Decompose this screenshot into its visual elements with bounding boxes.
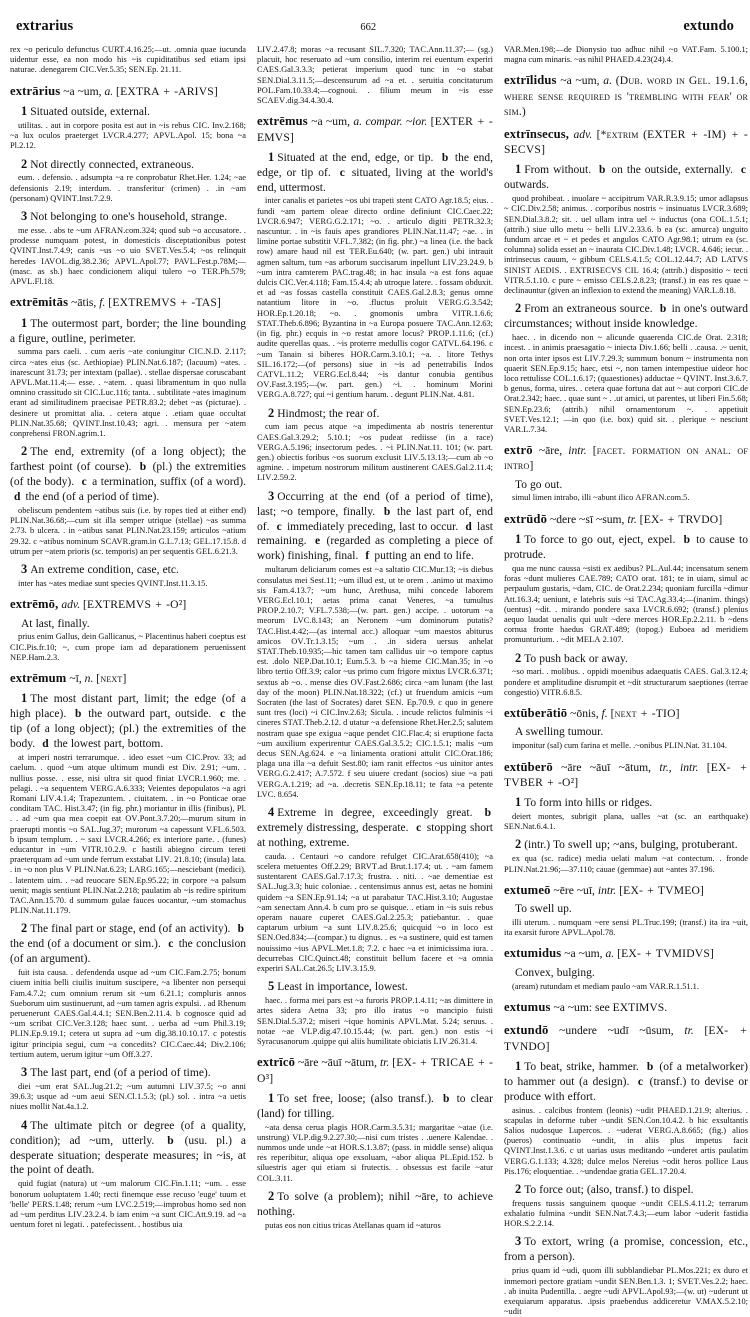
etymology: [EX- + TRICAE + -O³] bbox=[257, 1056, 494, 1085]
sense-definition: 2 (intr.) To swell up; ~ans, bulging, protuberant. bbox=[515, 837, 738, 852]
citation-block: deiert montes, subrigit plana, ualles ~at (sc. an earthquake) SEN.Nat.6.4.1. bbox=[504, 811, 748, 832]
sense-definition: 2 To push back or away. bbox=[515, 650, 628, 665]
etymology: [EX- + TRVDO] bbox=[639, 512, 723, 526]
dictionary-entry bbox=[504, 705, 748, 752]
citation-block: eum. . defensio. . adsumpta ~a re conprobatur Rhet.Her. 1.24; ~ae defensionis 2.19; interdum. . transferitur (crimen) . .in ~am (personam) QVINT.Inst.7.2.9. bbox=[10, 173, 246, 203]
sense-definition: 2 The end, extremity (of a long object); the farthest point (of course). b (pl.) the extremities (of the body). c a termination, suffix (of a word). d the end (of a period of time). bbox=[10, 444, 247, 504]
runover-citation: rex ~o periculo defunctus CURT.4.16.25;—ut. .omnia quae iucunda uidentur esse, ea non modo his ~is cupiditatibus sed etiam ipsi naturae. .denegarem CIC.Ver.5.35; SEN.Ep. 21.11. bbox=[10, 45, 246, 75]
inflection: ~ī, bbox=[69, 672, 82, 686]
citation-block: ~so mari. . molibus. . oppidi moenibus adaequatis CAES. Gal.3.12.4; pondere et amplitudine disrumpit et ~dit structurarum saeptiones (terrae congestio) VITR.6.8.5. bbox=[504, 667, 748, 697]
sense-definition: 1 Situated outside, external. bbox=[21, 103, 151, 118]
headword-line bbox=[10, 294, 246, 310]
subsense-letter: d bbox=[42, 738, 49, 751]
inflection: ~āre ~āuī ~ātum, bbox=[561, 760, 652, 774]
sense-number: 4 bbox=[268, 805, 275, 820]
inflection: ~a ~um, bbox=[560, 74, 600, 88]
subsense-letter: c bbox=[740, 164, 747, 177]
dictionary-entry bbox=[504, 72, 748, 118]
sense-definition: 4 The ultimate pitch or degree (of a quality, condition); ad ~um, utterly. b (usu. pl.) a desperate situation; desperate measures; in ~is, at the point of death. bbox=[10, 1117, 246, 1177]
headword-line bbox=[257, 1054, 493, 1085]
subsense-letter: c bbox=[81, 476, 87, 489]
dictionary-entry bbox=[504, 759, 748, 875]
sense-definition: 2 Hindmost; the rear of. bbox=[268, 405, 380, 420]
dictionary-entry bbox=[504, 882, 748, 939]
dictionary-entry bbox=[504, 511, 748, 698]
sense-number: 3 bbox=[21, 1065, 28, 1080]
citation-block: quod prohibeat. . inuolare ~ accipitrum VAR.R.3.9.15; umor adlapsus ~ CIC.Div.2.58; animus. . corporibus nostris ~ insinuatus LVCR.3.689; SEN.Dial.3.8.2; sit. . uel ullam intra uel ~ inductus (ona COL.1.5.1; (attrib.) siue ullo metu ~ belli LIV.2.33.6. b ea (sc. amurca) unguito fundum arcae et ~ et pedes et angulos CATO Agr.98.1; utrum ea (sc. columna) solida esset an ~ inaurata CIC.Div.1.48; LVCR. 4.646; iecur. . intrinsecus cauum, ~ gibbum CELS.4.1.5; COL.12.44.7; AD LATVS SINIST AEDIS. . EXTRISECVS CIL 16.4; (attrib.) dispositio ~ tecti VITR.5.1.10. c pure ~ emisso CELS.2.8.23; (transf.) in eas res quae ~ declinauntur (given an inflexion to extend the meaning) VAR.L.8.18. bbox=[504, 194, 749, 296]
citation-block: putas eos non citius tricas Atellanas quam id ~aturos bbox=[265, 1220, 441, 1230]
subsense-letter: c bbox=[220, 708, 226, 721]
sense-definition: 4 Extreme in degree, exceedingly great. b extremely distressing, desperate. c stopping short at nothing, extreme. bbox=[257, 805, 493, 849]
part-of-speech: a. bbox=[603, 74, 612, 88]
sense-number: 1 bbox=[268, 149, 275, 164]
subsense-letter: d bbox=[465, 520, 472, 533]
headword[interactable]: extumidus bbox=[504, 946, 562, 961]
subsense-letter: b bbox=[659, 303, 667, 316]
subsense-letter: b bbox=[383, 505, 391, 518]
column-1 bbox=[10, 44, 246, 1230]
inflection: ~āre ~āuī ~ātum, bbox=[298, 1056, 378, 1070]
part-of-speech: n. bbox=[84, 672, 94, 686]
citation-block: multarum deliciarum comes est ~a saltatio CIC.Mur.13; ~is diebus consulatus mei Sest.11; ~um illud est, ut te orem . .animo ut maximo sis Fam.4.13.7; ~um hunc, Arethusa, mihi concede laborem VERG.Ecl.10.1; aetas prima canat Veneres, ~a tumultus PROP.2.10.7; V.FL.7.538;—(w. part. gen.) accipe. . uotorum ~a meorum LVC.8.143; an Neronem ~um dominorum putatis? TAC.Hist.4.42;—(as internal acc.) alloquar ~um maestos abiturus amicos OV.Tr.1.3.15; ~um . .in sidera uersus anhelat STAT.Theb.10.935;—hic tamen tam callidus uir ~o tempore captus est. .dolo NEP.Dat.10.1; Eum.5.3. b ~a hieme CIC.Man.35; in ~o libro tertio Off.3.9; calor ~us primo cum frigore mixtus LVCR.6.371; sextus ab ~o. . mense dies OV.Fast.2.686; circa ~am lunam (the last day of the moon) PLIN.Nat.18.322; (cf.) ut fruendum amicis ~um Socraten (the last of Socrates) daret SEN. Ep.70.9. c quo in genere sunt tres (loci) ~i CIC.Inv.2.63; Sicula. . incude relictos fulminis ~i cineres STAT.Theb.2.12. d utatur ~a defensione Rhet.Her.2.5; salutem nostram quae spe exigua ~aque pendet CIC.Flac.4; si eruptione facta ~um auxilium experirentur CAES.Gal.3.5.2; CIC.1.5.1; malis ~um decus SEN.Ag.624. e ~a liniamenta orationi attulit CIC.Orat.186; plaga una illa ~a defuit Sest.80; iam ranit effectos ~us uinitor antes VERG.G.2.417; A.7.572. f seu uiuere credant (socios) siue ~a pati VERG.A.1.219; ad ~a. .decretis SEN.Ep.18.11; te fata ~a petente LVC. 8.654. bbox=[257, 565, 494, 799]
citation-block: imponitur (sal) cum farina et melle. .~onibus PLIN.Nat. 31.104. bbox=[512, 741, 727, 751]
running-head-right: extundo bbox=[683, 18, 734, 34]
sense-number: 1 bbox=[21, 691, 28, 706]
dictionary-entry bbox=[10, 83, 246, 288]
sense-number: 3 bbox=[21, 209, 28, 224]
etymology: [EX- + TVNDO] bbox=[504, 1024, 747, 1053]
dictionary-entry bbox=[504, 1022, 748, 1317]
sense-number: 3 bbox=[21, 562, 28, 577]
sense-definition: 3 To extort, wring (a promise, concession, etc., from a person). bbox=[504, 1234, 748, 1264]
inflection: ~āre, bbox=[538, 444, 563, 458]
citation-block: illi uterum. . numquam ~ere sensi PL.Truc.199; (transf.) ita ira ~uit, ita exarsit furore APVL.Apol.78. bbox=[504, 918, 748, 938]
citation-block: cauda. . Centauri ~o candore refulget CIC.Arat.658(410); ~a scelera metuentes Off.2.29; BRVT.ad Brut.1.17.4; ut. . ~am famem sustentarent CAES.Gal.7.17.3; frustra. . niti. . ~ae dementiae est SAL.Jug.3.3; huic coloniae. . centensimus annus est, aetas ne homini quidem ~a SEN.Ep.91.14; ~a ut parabatur TAC.Hist.3.10; Augustae ~am senectam Ann.4. b cum pro se quisque. . etiam in ~is suis rebus operam nauare cuperet CAES.Gal.2.25.3; patiebantur. . quae captarum urbium ~a sunt LIV.8.25.6; quicquid ~o in loco est SEN.Oed.834;—(compar.) tu dignus. . es ~a sustinere, quid est tamen nouissimo ~ius APVL.Met.1.8; 7.2. c haec ~a et inimicissima iura. . decurrebas CIC.Quinct.48; constituit bellum facere et ~a omnia experiri SAL.Cat.26.5; LIV.3.15.9. bbox=[257, 851, 494, 974]
column-2 bbox=[257, 44, 493, 1231]
dictionary-entry bbox=[257, 1054, 493, 1231]
part-of-speech: intr. bbox=[597, 883, 617, 897]
sense-definition: At last, finally. bbox=[21, 617, 90, 630]
dictionary-entry bbox=[10, 596, 246, 663]
part-of-speech: a. bbox=[605, 947, 615, 961]
headword[interactable]: extrīnsecus, bbox=[504, 126, 570, 141]
part-of-speech: tr. bbox=[627, 512, 637, 526]
citation-block: asinus. . calcibus frontem (leonis) ~udit PHAED.1.21.9; alterius. . scapulas in deforme tuber ~undit SEN.Con.10.4.2. b hic exsultantis Salios nudosque Lupercos. . ~uderat VERG.A.8.665; (fig.) alios (pueros) continuatio ~undit, in aliis plus impetus facit QVINT.Inst.1.3.6. c ut uarias usus meditando ~underet artis paulatim VERG.G.1.133; 4.328; dulce melos Nereius ~odit heros pollice Laus Pis.176; eloquentiae. . ~undendae gratia GEL.17.20.4. bbox=[504, 1105, 749, 1176]
citation-block: fuit ista causa. . defendenda usque ad ~um CIC.Fam.2.75; bonum ciuem initia belli ciuilis inuitum suscipere, ~a libenter non persequi Fam.4.7.2; cum omnium rerum sit ~um 6.21.1; compluris annos Sueborum uim sustinuerunt, ad ~um tamen agris expulsi. . ad Rhenum peruenerunt CAES.Gal.4.4.1; SEN.Ben.2.11.4. b cognosce quid ad ~um scribat CIC.Ver.3.128; haec sunt. . uerba ad ~um Phil.3.19; PLIN.Ep.9.19.1; cetera ut supra ad ~um dig.38.10.10.17. c potestis igitur principia segui, cum ~a concedits? CIC.Caec.44; Div.2.106; tertium autem, uerum igitur ~um Off.3.27. bbox=[10, 968, 246, 1059]
running-head-left: extrarius bbox=[16, 18, 74, 34]
inflection: ~ōnis, bbox=[570, 707, 599, 721]
headword[interactable]: extrō bbox=[504, 443, 533, 458]
sense-number: 3 bbox=[268, 488, 275, 503]
sense-definition: 2 From an extraneous source. b in one's outward circumstances; without inside knowledge. bbox=[504, 301, 748, 331]
dictionary-entry bbox=[10, 670, 246, 1230]
sense-number: 2 bbox=[515, 1181, 522, 1196]
sense-number: 1 bbox=[21, 315, 28, 330]
headword-line bbox=[504, 1022, 748, 1053]
comparative-form: compar. ~ior. bbox=[365, 115, 428, 129]
inflection: ~a ~um, bbox=[63, 84, 102, 98]
etymology: [EX- + TVMEO] bbox=[619, 883, 705, 897]
etymology: [EXTRA + -ARIVS] bbox=[116, 84, 218, 98]
sense-definition: To go out. bbox=[515, 478, 563, 491]
subsense-letter: b bbox=[683, 534, 690, 547]
subsense-letter: b bbox=[167, 1134, 174, 1147]
subsense-letter: b bbox=[237, 923, 244, 936]
citation-block: quid fugiat (natura) ut ~um malorum CIC.Fin.1.11; ~um. . esse bonorum uoluptatem 1.40; recti finemque esse recuso 'euge' tuum et 'belle' PERS.1.48; rerum ~um LVC.2.519;—improbus homo sed non ad ~um perditus LIV.23.2.4. b iam enim ~a sunt CIC.Att.9.19. ad ~a uentum foret ni legati. . patefecissent. . hostibus uia bbox=[10, 1179, 247, 1230]
headword[interactable]: extrīcō bbox=[257, 1055, 296, 1070]
subsense-letter: c bbox=[168, 938, 174, 951]
sense-definition: 1 Situated at the end, edge, or tip. b the end, edge, or tip of. c situated, living at the world's end, uttermost. bbox=[257, 149, 493, 194]
citation-block: summa pars caeli. . cum aeris ~ate coniungitur CIC.N.D. 2.117; circa ~ates eius (sc. Aethiopiae) PLIN.Nat.6.187; (lacuum) ~ates. . inarescunt 31.73; per intextam (pallae). . stellae dispersae coruscabant APVL.Mat.11.4;— esse. . ~atem. . quasi libramentum in quo nulla omnino crassitudo sit CIC.Luc.116; tanta. . subtilitate ~ates imaginum erant ad similitudinem praecisae PETR.83.2; debet ~as (picturae). . desinere ut promittat alia. . cetera atque . .etiam quae occultat PLIN.Nat.35.68; QVINT.Inst.10.43; agri. . mensura per ~atem conprehensi FRON.agrim.1. bbox=[10, 347, 247, 439]
inflection: ~a ~um, bbox=[311, 115, 350, 129]
citation-block: utilitas. . aut in corpore posita est aut in ~is rebus CIC. Inv.2.168; ~a lux oculos praeterget LVCR.4.277; APVL.Apol. 15; bona ~a Pl.2.12. bbox=[10, 120, 247, 151]
sense-number: 1 bbox=[515, 795, 522, 810]
sense-definition: 1 From without. b on the outside, externally. c outwards. bbox=[504, 162, 747, 192]
sense-number: 3 bbox=[515, 1234, 522, 1249]
inflection: ~undere ~udī ~ūsum, bbox=[559, 1024, 674, 1038]
sense-number: 1 bbox=[515, 1058, 522, 1073]
headword-line bbox=[504, 511, 748, 527]
citation-block: haec. . forma mei pars est ~a furoris PROP.1.4.11; ~as dimittere in artes sidera Aetna 33; pro illo iratus ~o mancipio fuisti SEN.Dial.5.37.2; miseri ~ique hominis APVL.Mat. 5.24; seruus. . notae ~ae VLP.dig.47.10.15.44; (w. part. gen.) non estis ~i Syracusanorum .quippe qui aliis humilitate obiciatis LIV.26.31.4. bbox=[257, 996, 494, 1047]
sense-definition: 1 To beat, strike, hammer. b (of a metalworker) to hammer out (a design). c (transf.) to devise or produce with effort. bbox=[504, 1058, 749, 1103]
citation-block: diei ~um erat SAL.Jug.21.2; ~um autumni LIV.37.5; ~o anni 39.6.3; usque ad ~um aeui SEN.Cl.1.5.3; (pl.) sol. . intra ~a uetis niues mollit Nat.4a.1.2. bbox=[10, 1082, 246, 1112]
dictionary-entry bbox=[504, 945, 748, 992]
headword-line bbox=[504, 442, 748, 473]
etymology: [EX- + TVMIDVS] bbox=[617, 947, 715, 961]
headword-line bbox=[10, 670, 246, 686]
runover-citation: LIV.2.47.8; moras ~a recusant SIL.7.320; TAC.Ann.11.37;— (sg.) placuit, hoc reseruato ad ~um consilio, interim rei euentum experiri CAES.Gal.3.3.3; petierat imperium quod tunc in ~o stabat SEN.Dial.3.11.5;—descensurum ad ~a et. . seruitia concitaturum POL.Fam.10.33.4;—cognoui. . filium meum in ~is esse SCAEV.dig.34.4.30.4. bbox=[257, 45, 494, 106]
headword-line bbox=[504, 759, 748, 790]
inflection: ~a ~um, bbox=[564, 947, 603, 961]
sense-number: 2 bbox=[515, 837, 522, 852]
headword-line bbox=[10, 596, 246, 612]
subsense-letter: b bbox=[139, 461, 147, 474]
etymology: [next] bbox=[96, 672, 127, 686]
subsense-letter: b bbox=[646, 1060, 654, 1073]
sense-number: 2 bbox=[21, 156, 28, 171]
column-3 bbox=[504, 44, 748, 1317]
subsense-letter: c bbox=[416, 821, 422, 834]
inflection: ~ēre ~uī, bbox=[553, 883, 595, 897]
sense-definition: 1 The most distant part, limit; the edge (of a high place). b the outward part, outside. c the tip (of a long object); (pl.) the extremities of the body. d the lowest part, bottom. bbox=[10, 691, 246, 751]
citation-block: prius quam id ~udi, quom illi subblandiebar PL.Mos.221; ex duro et inmemori pectore gratiam ~undit SEN.Ben.1.3. 1; SVET.Ves.2.2; haec. . ab inuita Pudentilla. . aegre ~udi APVL.Apol.93;—(w. ut) ~uderunt ut exequiarum apparatus. .ipsis praebendus addiceretur V.MAX.5.2.10; ~udit bbox=[504, 1266, 748, 1317]
citation-block: me esse. . abs te ~um AFRAN.com.324; quod sub ~o accusatore. . prodesse numquam potest, in domesticis disceptationibus potest QVINT.Inst.7.4.9; canis ~us ~o uio SVET.Ves.5.4; ~os relinquit heredes IAVOL.dig.38.2.36; APVL.Apol.77; PAVL.Fest.p.78M;—(masc. as sb.) haec condicionem aliqui tulero ~o TER.Ph.579; APVL.Fl.18. bbox=[10, 226, 247, 287]
sense-definition: 3 An extreme condition, case, etc. bbox=[21, 562, 179, 577]
headword[interactable]: extrūdō bbox=[504, 511, 548, 526]
sense-number: 1 bbox=[21, 103, 28, 118]
sense-number: 2 bbox=[515, 301, 522, 316]
sense-definition: 3 Occurring at the end (of a period of time), last; ~o tempore, finally. b the last part of, end of. c immediately preceding, last to occur. d last remaining. e (regarded as completing a piece of work) finishing, final. f putting an end to life. bbox=[257, 488, 494, 563]
sense-definition: 2 Not directly connected, extraneous. bbox=[21, 156, 194, 171]
headword[interactable]: extrēmum bbox=[10, 671, 67, 686]
part-of-speech: f. bbox=[99, 296, 106, 310]
sense-definition: A swelling tumour. bbox=[515, 726, 604, 739]
subsense-letter: b bbox=[443, 1092, 450, 1105]
subsense-letter: b bbox=[75, 708, 82, 721]
sense-definition: 2 The final part or stage, end (of an activity). b the end (of a document or sim.). c the conclusion (of an argument). bbox=[10, 921, 246, 966]
etymology: [next + -TIO] bbox=[610, 707, 680, 721]
subsense-letter: b bbox=[441, 151, 449, 164]
etymology: (Dub. word in Gel. 19.1.6, where sense required is 'trembling with fear' or sim.) bbox=[504, 74, 748, 118]
etymology: [EX- + TVBER + -O²] bbox=[504, 760, 748, 789]
part-of-speech: adv. bbox=[573, 127, 593, 141]
citation-block: inter canalis et parietes ~os ubi trapeti stent CATO Agr.18.5; eius. . fundi ~am partem oleae directo ordine definiunt CIC.Caec.22; LVCR.6.947; VERG.G.2.171; ~o. . articulo digiti PETR.32.3; nascuntur. . in ~is fauis apes grandiores PLIN.Nat.11.47; ~ae. . in limine portae substitit V.FL.7.382; (in fig. phr.) ~a linea (i.e. the back row) amare haud nil est TER.Eu.640; (w. part. gen.) ubi intrauit agmen saltum, tum ~as arborum succisarum inpellunt LIV.23.24.9. b ~um intra camterem PAC.trag.48; in hac insula ~a est fons aquae dulcis CIC.Ver.4.118; Fam.15.4.4; ab utroque latere. . fossam obduxit. et ad ~as fossas castella constituit CAES.Gal.2.8.3; genus omne natantium litore in ~o. .fluctus proluit VERG.G.3.542; HOR.Ep.1.20.18; ~o. . gnomonis umbra VITR.1.6.6; STAT.Theb.6.896; Byzantina in ~a Europa posuere TAC.Ann.12.63; (in fig. phr.) ecquis in ~o restat amore locus? PROP.1.11.6; (cf.) audite querellas quas. . ~is proterre medullis cogor CATVL.64.196. c ~um Tanain si biberes HOR.Carm.3.10.1; ~a. . litore Tethys SIL.16.172;—(of persons) siue in ~is ad penetrabilis Indos CATVL.11.2; VERG.Ecl.8.44; ~is dantur conubia gentibus OV.Fast.3.195;—(w. part. gen.) ~i. . hominum Morini VERG.A.8.727; qui ~i gentium harum. . degunt PLIN.Nat. 4.81. bbox=[257, 196, 494, 400]
sense-number: 5 bbox=[268, 979, 275, 994]
sense-definition: 2 To solve (a problem); nihil ~āre, to achieve nothing. bbox=[257, 1188, 493, 1218]
sense-number: 2 bbox=[21, 921, 28, 936]
part-of-speech: tr. bbox=[379, 1056, 390, 1070]
part-of-speech: adv. bbox=[61, 598, 81, 612]
running-head bbox=[10, 18, 740, 40]
part-of-speech: tr. bbox=[684, 1024, 694, 1038]
headword[interactable]: extumeō bbox=[504, 882, 551, 897]
part-of-speech: a. bbox=[104, 84, 114, 98]
sense-definition: 5 Least in importance, lowest. bbox=[268, 979, 408, 994]
sense-definition: 1 To form into hills or ridges. bbox=[515, 795, 653, 810]
headword-line bbox=[10, 83, 246, 99]
sense-number: 2 bbox=[515, 650, 522, 665]
citation-block: ex qua (sc. radice) media uelati malum ~at contectum. . fronde PLIN.Nat.21.96;—37.110; cauae (gemmae) aut ~antes 37.196. bbox=[504, 854, 748, 874]
sense-definition: 3 Not belonging to one's household, strange. bbox=[21, 209, 228, 224]
headword-line bbox=[504, 72, 748, 118]
headword-line bbox=[257, 113, 493, 144]
part-of-speech: a. bbox=[353, 115, 363, 129]
headword[interactable]: extrīlidus bbox=[504, 73, 557, 88]
sense-definition: 1 To force to go out, eject, expel. b to cause to protrude. bbox=[504, 532, 748, 561]
subsense-letter: c bbox=[637, 1075, 644, 1088]
inflection: ~dere ~sī ~sum, bbox=[549, 512, 625, 526]
sense-number: 1 bbox=[515, 162, 522, 177]
part-of-speech: intr. bbox=[568, 444, 587, 458]
etymology: [EXTER + -EMVS] bbox=[257, 115, 493, 144]
sense-number: 2 bbox=[268, 1188, 275, 1203]
citation-block: frequens tussis sanguinem quoque ~undit CELS.4.11.2; terrarum exhalatio fulmina ~undit SEN.Nat.7.4.3;—eum labor ~uderit fastidia HOR.S.2.2.14. bbox=[504, 1198, 748, 1229]
headword-line bbox=[504, 945, 748, 961]
dictionary-entry bbox=[504, 999, 748, 1015]
headword-line bbox=[504, 705, 748, 721]
inflection: ~a ~um: see EXTIMVS. bbox=[553, 1000, 668, 1014]
sense-definition: To swell up. bbox=[515, 903, 572, 916]
etymology: [EXTREMVS + -TAS] bbox=[108, 296, 222, 310]
subsense-letter: d bbox=[14, 491, 21, 504]
headword[interactable]: extrēmō, bbox=[10, 597, 59, 612]
dictionary-entry bbox=[504, 442, 748, 504]
headword-line bbox=[504, 882, 748, 898]
headword-line bbox=[504, 126, 748, 157]
citation-block: (aream) rutundam et mediam paulo ~am VAR.R.1.51.1. bbox=[512, 981, 699, 991]
citation-block: at imperi nostri terrarumque. . ideo esset ~um CIC.Prov. 33; ad caelum. . quod ~um atque ultimum mundi est Div. 2.91; ~um. . nullius posse. . esse, nisi ultra sit quod finiat LVCR.1.960; me. . pelagi. . ~a sequentem VERG.A.6.333; Veientes depopulatos ~a agri Romani LIV.4.1.4; Trapezuntem. . ciuitatem. . in ~o Ponticae orae conditam TAC. Hist.3.47; (in fig. phr.) moriantur in illis (finibus), Pl. . . ad ~um qua mea coepit eat OV.Pont.3.7.20;—murum situm in praerupti montis ~o SAL.Jug.37; murorum ~a capessunt V.FL.6.503. b ipsum templum. . ~ saxi LVCR.4.266; ex interiore parte. . (funes) educantur in ~um VITR.10.2.9. c hastili abiegno circum tereti praeterquam ad ~um unde ferrum exstabat LIV. 21.8.10; (insula) lata. . in ~o non plus V PLIN.Nat.6.23; LARG.165;—nesciebant (medici). . latentem uim. . ~ad reuocare SEN.Ep.95.22; in corpore ~a palsum uenit; magis sentiunt PLIN.Nat.2.218; paulatim ab ~is redire spiritum TAC.Ann.15.70. d summum gulae fauces uocantur, ~um stomachus PLIN.Nat.11.179. bbox=[10, 753, 247, 916]
subsense-letter: f bbox=[365, 550, 370, 563]
subsense-letter: b bbox=[599, 164, 606, 177]
sense-definition: 2 To force out; (also, transf.) to dispel. bbox=[515, 1181, 694, 1196]
citation-block: haec. . in dicendo non ~ alicunde quaerenda CIC.de Orat. 2.318; incest. . in animis praesagatio ~ iniecta Div.1.66; belli . .causa. .~ uenit, non orta inter ipsos est LIV.7.29.3; summum bonum ~ instrumenta non quaerit SEN.Ep.9.15; haec, etsi ~, non tamen intempestiue uideor hoc loco rettulisse COL.1.6.17; (quaestiones) adductae ~ QVINT. Inst.3.6.7. b genus, forma, uires. . cetera quae fortuna dat aut ~ aut corpori CIC.de Orat.2.342; haec. . quae sunt ~ . .ut amici, ut parentes, ut liberi Fin.5.68; SEN.Ep.23.6; (attrib.) nihil ornamentorum ~. . appetiuit SVET.Ves.12.1; —in quo (i.e. box) quid sit. . plerique ~ nesciunt VAR.L.7.34. bbox=[504, 333, 749, 434]
sense-number: 4 bbox=[21, 1117, 28, 1132]
citation-block: obeliscum pendentem ~atibus suis (i.e. by ropes tied at either end) PLIN.Nat.36.68;—cum sit illa semper utrique (stellae) ~as summa 2.73. b ulcera. . in ~atibus sanat PLIN.Nat.23.159; articulos ~atium 29.32. c ~atibus nominum SCAVR.gram.in G.L.7.13; GEL.17.15.8. d utrum per ~atem prioris (sc. temporis) an per sequentis GEL.6.21.3. bbox=[10, 506, 247, 556]
sense-number: 1 bbox=[515, 532, 522, 547]
citation-block: simul limen intrabo, illi ~abunt ilico AFRAN.com.5. bbox=[512, 493, 690, 503]
sense-definition: 1 To set free, loose; (also transf.). b to clear (land) for tilling. bbox=[257, 1090, 493, 1120]
sense-definition: Convex, bulging. bbox=[515, 966, 595, 979]
headword[interactable]: extūberō bbox=[504, 759, 553, 774]
etymology: [*extrim (EXTER + -IM) + -SECVS] bbox=[504, 127, 748, 157]
headword[interactable]: extrēmus bbox=[257, 114, 308, 129]
part-of-speech: f. bbox=[601, 707, 608, 721]
citation-block: inter has ~ates mediae sunt species QVINT.Inst.11.3.15. bbox=[18, 578, 208, 588]
subsense-letter: c bbox=[276, 520, 282, 533]
citation-block: qua me nunc caussa ~sisti ex aedibus? PL.Aul.44; incensatum senem foras ~dunt mulieres CAE.789; CATO orat. 181; te in uiam, simul ac perpaulum gustaris, ~dam, CIC. de Orat.2.234; quoniam furcilla ~dimur Att.16.3.4; ueniunt, e latebris suis ~si TAC.Ag.33.4;—(inanim. things) (uentus) ~dit. . mirando pondere saxa LVCR.6.692; (transf.) plenius aequo laudat uenalis qui uult ~dere merces HOR.Ep.2.2.11. b ~dens cornua fronte haedus GRAT.489; (topog.) Euboea ad meridiem promunturium. . ~dit MELA 2.107. bbox=[504, 563, 748, 645]
runover-citation: VAR.Men.198;—de Dionysio tuo adhuc nihil ~o VAT.Fam. 5.100.1; magna cum minaris. ~as nihil PHAED.4.23(24).4. bbox=[504, 45, 748, 65]
subsense-letter: e bbox=[314, 535, 321, 548]
headword[interactable]: extrēmitās bbox=[10, 295, 69, 310]
sense-number: 2 bbox=[21, 444, 28, 459]
sense-number: 1 bbox=[268, 1090, 275, 1105]
citation-block: ~ata densa cerua plagis HOR.Carm.3.5.31; margaritae ~atae (i.e. unstrung) VLP.dig.9.2.27.30;—nisi cum tristes . .uenere Kalendae. . nummos unde unde ~at HOR.S.1.3.87; (pass. in middle sense) aliqua res reperibitur, aliqua ope exsoluam, ~abor aliqua PL.Epid.152. b siluestris ager qui etiam si frutectis. . obsessus est facile ~atur COL.3.11. bbox=[257, 1122, 493, 1183]
sense-number: 2 bbox=[268, 405, 275, 420]
subsense-letter: b bbox=[484, 807, 491, 820]
headword[interactable]: extrārius bbox=[10, 83, 61, 98]
column-container bbox=[10, 44, 749, 1317]
etymology: [EXTREMVS + -O²] bbox=[83, 598, 187, 612]
headword[interactable]: extūberātiō bbox=[504, 706, 568, 721]
dictionary-entry bbox=[504, 126, 748, 435]
citation-block: prius enim Gallus, dein Gallicanus, ~ Placentinus haberi coeptus est CIC.Pis.fr.10; ~, cum prope iam ad deparationem peruenissent NEP.Ham.2.3. bbox=[10, 632, 246, 662]
dictionary-entry bbox=[10, 294, 246, 589]
headword-line bbox=[504, 999, 748, 1015]
part-of-speech: tr., intr. bbox=[659, 760, 699, 774]
headword[interactable]: extumus bbox=[504, 999, 551, 1014]
citation-block: cum iam pecus atque ~a impedimenta ab nostris tenerentur CAES.Gal.3.29.2; 5.10.1; ~os pudeat rediisse (in a race) VERG.A.5.196; insectorum pedes. . ~i PLIN.Nat.11. 101; (w. part. gen.) obiectis foribus ~os suorum exclusit LIV.5.13.13;—cum ab ~o agmine. . impetum nostrorum militum austinerent CAES.Gal.2.11.4; LIV.2.59.2. bbox=[257, 422, 494, 483]
inflection: ~ātis, bbox=[71, 296, 97, 310]
subsense-letter: c bbox=[339, 166, 345, 179]
page-number: 662 bbox=[360, 22, 377, 33]
headword[interactable]: extundō bbox=[504, 1023, 549, 1038]
sense-definition: 3 The last part, end (of a period of time). bbox=[21, 1065, 211, 1080]
sense-definition: 1 The outermost part, border; the line bounding a figure, outline, perimeter. bbox=[10, 315, 246, 345]
etymology: [facet. formation on anal. of intro] bbox=[504, 444, 749, 473]
dictionary-entry bbox=[257, 113, 493, 1047]
